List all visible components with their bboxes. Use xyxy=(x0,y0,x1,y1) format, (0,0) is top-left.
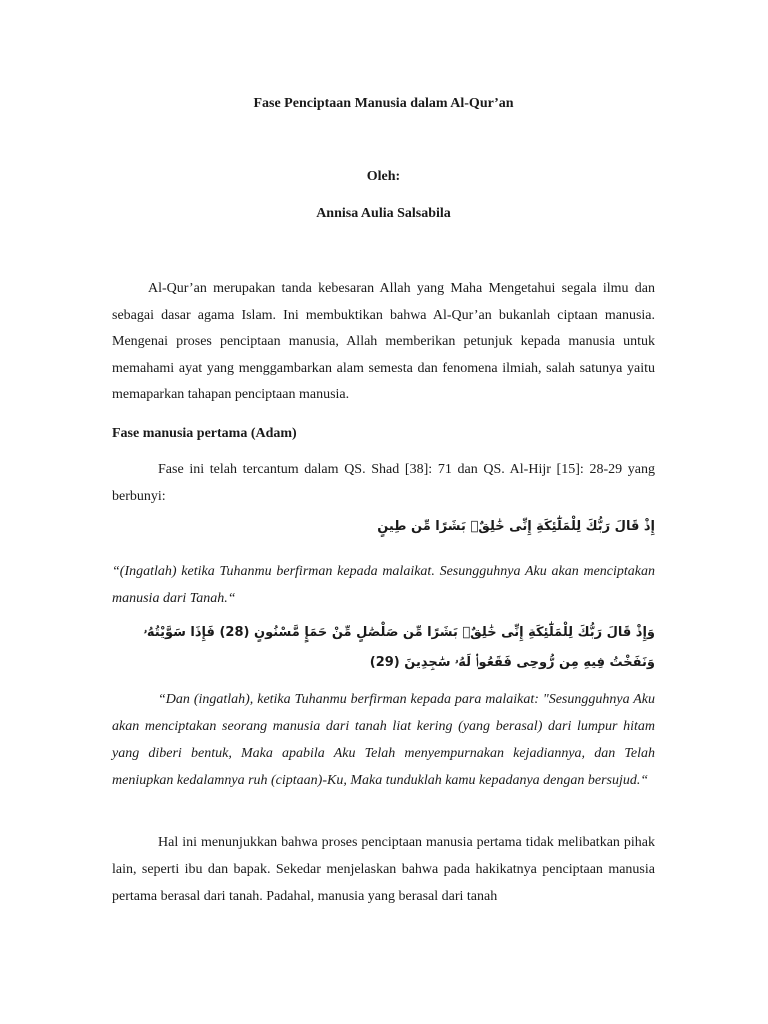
author-name: Annisa Aulia Salsabila xyxy=(316,206,451,221)
paragraph-2: Hal ini menunjukkan bahwa proses penciptaan manusia pertama tidak melibatkan pihak lain, seperti ibu dan bapak. Sekedar menjelaskan bahwa pada hakikatnya penciptaan manusia pertama berasal dari tanah. Padahal, manusia yang berasal dari tanah xyxy=(112,835,655,904)
section-heading: Fase manusia pertama (Adam) xyxy=(112,426,297,441)
paragraph-1: Fase ini telah tercantum dalam QS. Shad [38]: 71 dan QS. Al-Hijr [15]: 28-29 yang berbunyi: xyxy=(112,462,655,504)
translation-2: “Dan (ingatlah), ketika Tuhanmu berfirman kepada para malaikat: "Sesungguhnya Aku akan menciptakan seorang manusia dari tanah liat kering (yang berasal) dari lumpur hitam yang diberi bentuk, Maka apabila Aku Telah menyempurnakan kejadiannya, dan Telah meniupkan kedalamnya ruh (ciptaan)-Ku, Maka tunduklah kamu kepadanya dengan bersujud.“ xyxy=(112,692,655,788)
arabic-verse-1: إِذْ قَالَ رَبُّكَ لِلْمَلَٰٓئِكَةِ إِنِّى خَٰلِقٌۢ بَشَرًا مِّن طِينٍ xyxy=(377,519,655,534)
by-label: Oleh: xyxy=(366,169,401,184)
arabic-verse-2: وَإِذْ قَالَ رَبُّكَ لِلْمَلَٰٓئِكَةِ إِنِّى خَٰلِقٌۢ بَشَرًا مِّن صَلْصَٰلٍ مِّنْ حَمَإٍ مَّسْنُونٍ (28) فَإِذَا سَوَّيْتُهُۥ وَنَفَخْتُ فِيهِ مِن رُّوحِى فَقَعُوا۟ لَهُۥ سَٰجِدِينَ (29) xyxy=(143,625,655,670)
translation-1: “(Ingatlah) ketika Tuhanmu berfirman kepada malaikat. Sesungguhnya Aku akan menciptakan manusia dari Tanah.“ xyxy=(112,564,655,606)
intro-paragraph: Al-Qur’an merupakan tanda kebesaran Allah yang Maha Mengetahui segala ilmu dan sebagai dasar agama Islam. Ini membuktikan bahwa Al-Qur’an bukanlah ciptaan manusia. Mengenai proses penciptaan manusia, Allah memberikan petunjuk kepada manusia untuk memahami ayat yang menggambarkan alam semesta dan fenomena ilmiah, salah satunya yaitu memaparkan tahapan penciptaan manusia. xyxy=(112,281,655,403)
document-title: Fase Penciptaan Manusia dalam Al-Qur’an xyxy=(253,96,514,111)
